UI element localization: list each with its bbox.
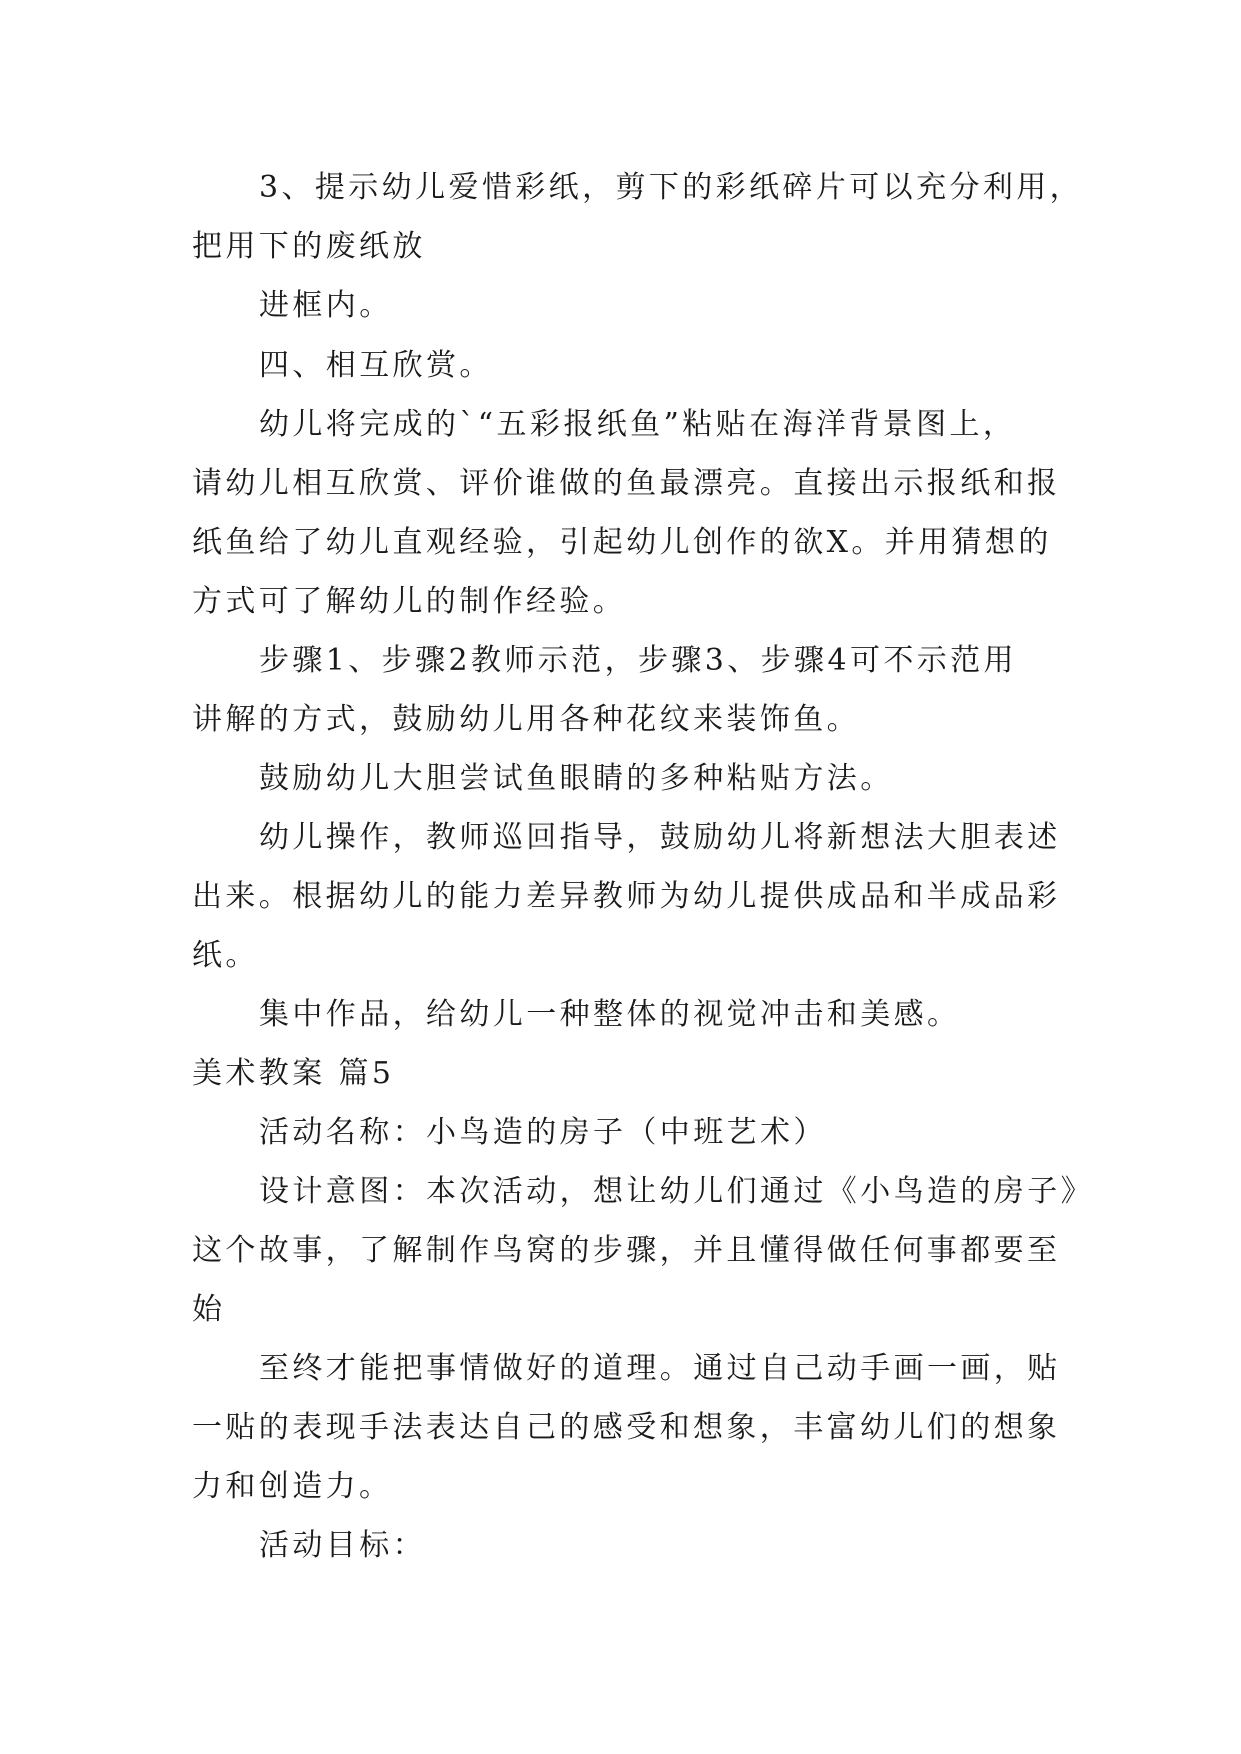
text-line: 讲解的方式，鼓励幼儿用各种花纹来装饰鱼。 [192, 702, 860, 737]
text-line: 出来。根据幼儿的能力差异教师为幼儿提供成品和半成品彩 [192, 879, 1061, 914]
text-line: 始 [192, 1292, 226, 1327]
text-line: 请幼儿相互欣赏、评价谁做的鱼最漂亮。直接出示报纸和报 [192, 466, 1061, 501]
text-line: 纸鱼给了幼儿直观经验，引起幼儿创作的欲X。并用猜想的 [192, 525, 1052, 560]
text-line: 把用下的废纸放 [192, 229, 426, 264]
text-line: 力和创造力。 [192, 1469, 393, 1504]
text-line: 集中作品，给幼儿一种整体的视觉冲击和美感。 [259, 997, 961, 1032]
text-line: 3、提示幼儿爱惜彩纸，剪下的彩纸碎片可以充分利用， [259, 170, 1084, 205]
text-line: 幼儿将完成的`“五彩报纸鱼”粘贴在海洋背景图上， [259, 407, 1017, 442]
section-title: 美术教案 篇5 [192, 1056, 395, 1091]
text-line: 进框内。 [259, 288, 393, 323]
text-line: 这个故事，了解制作鸟窝的步骤，并且懂得做任何事都要至 [192, 1233, 1061, 1268]
text-line: 步骤1、步骤2教师示范，步骤3、步骤4可不示范用 [259, 643, 1017, 678]
text-line: 幼儿操作，教师巡回指导，鼓励幼儿将新想法大胆表述 [259, 820, 1061, 855]
text-line: 活动目标： [259, 1528, 426, 1563]
text-line: 纸。 [192, 938, 259, 973]
section-heading: 四、相互欣赏。 [259, 348, 493, 383]
text-line: 至终才能把事情做好的道理。通过自己动手画一画，贴 [259, 1351, 1061, 1386]
text-line: 设计意图：本次活动，想让幼儿们通过《小鸟造的房子》 [259, 1174, 1094, 1209]
text-line: 方式可了解幼儿的制作经验。 [192, 584, 627, 619]
text-line: 鼓励幼儿大胆尝试鱼眼睛的多种粘贴方法。 [259, 761, 894, 796]
text-line: 活动名称：小鸟造的房子（中班艺术） [259, 1115, 827, 1150]
text-line: 一贴的表现手法表达自己的感受和想象，丰富幼儿们的想象 [192, 1410, 1061, 1445]
